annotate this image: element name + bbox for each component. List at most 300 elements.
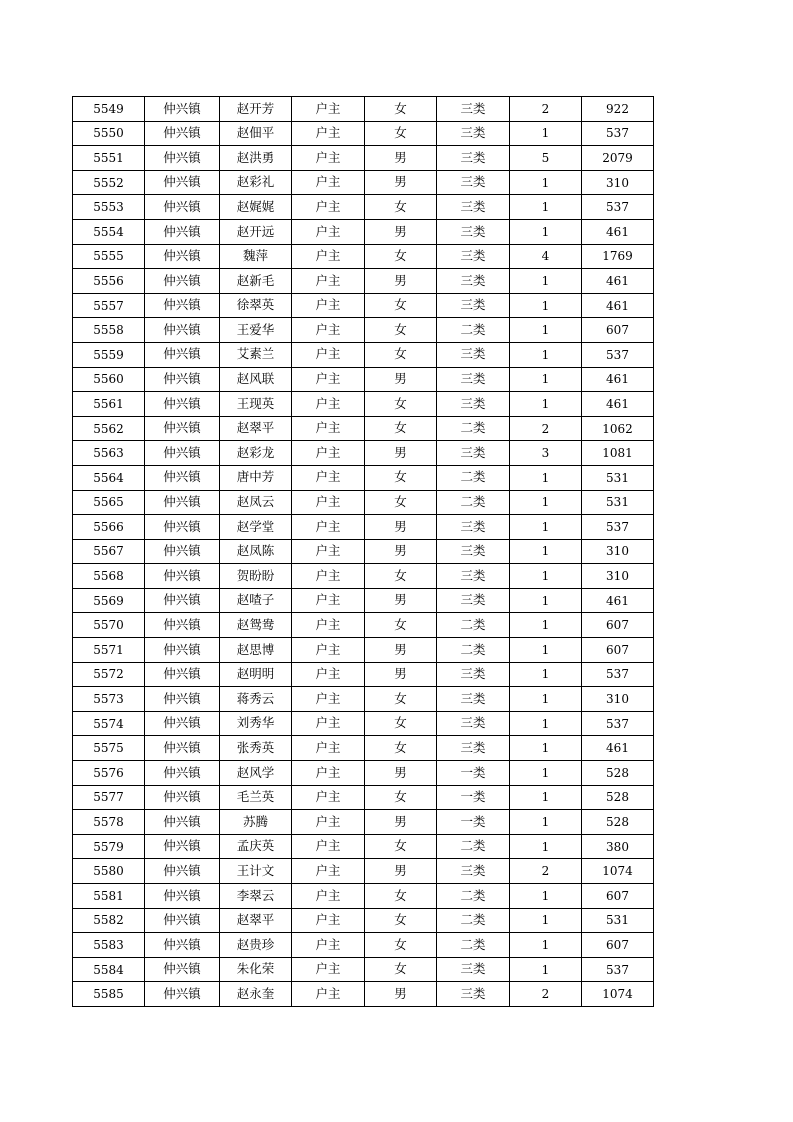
- gender-cell: 女: [365, 834, 437, 859]
- name-cell: 赵风联: [220, 367, 292, 392]
- table-row: [73, 761, 654, 786]
- household-size-cell: 1: [510, 342, 582, 367]
- category-cell: 二类: [437, 490, 510, 515]
- amount-cell: 1074: [582, 859, 654, 884]
- row-number-cell: 5579: [73, 834, 145, 859]
- household-size-cell: 1: [510, 219, 582, 244]
- name-cell: 赵开远: [220, 219, 292, 244]
- category-cell: 三类: [437, 293, 510, 318]
- town-cell: 仲兴镇: [145, 170, 220, 195]
- row-number-cell: 5574: [73, 711, 145, 736]
- amount-cell: 607: [582, 318, 654, 343]
- town-cell: 仲兴镇: [145, 195, 220, 220]
- town-cell: 仲兴镇: [145, 638, 220, 663]
- household-size-cell: 3: [510, 441, 582, 466]
- household-size-cell: 1: [510, 588, 582, 613]
- table-row: [73, 465, 654, 490]
- gender-cell: 男: [365, 367, 437, 392]
- amount-cell: 528: [582, 810, 654, 835]
- relation-cell: 户主: [292, 859, 365, 884]
- amount-cell: 461: [582, 736, 654, 761]
- household-size-cell: 1: [510, 539, 582, 564]
- category-cell: 三类: [437, 269, 510, 294]
- gender-cell: 女: [365, 957, 437, 982]
- row-number-cell: 5561: [73, 392, 145, 417]
- town-cell: 仲兴镇: [145, 219, 220, 244]
- relation-cell: 户主: [292, 957, 365, 982]
- amount-cell: 531: [582, 490, 654, 515]
- table-row: [73, 441, 654, 466]
- town-cell: 仲兴镇: [145, 662, 220, 687]
- amount-cell: 461: [582, 219, 654, 244]
- category-cell: 一类: [437, 761, 510, 786]
- gender-cell: 女: [365, 244, 437, 269]
- amount-cell: 531: [582, 465, 654, 490]
- amount-cell: 461: [582, 367, 654, 392]
- household-size-cell: 1: [510, 195, 582, 220]
- amount-cell: 310: [582, 687, 654, 712]
- town-cell: 仲兴镇: [145, 367, 220, 392]
- household-size-cell: 1: [510, 515, 582, 540]
- town-cell: 仲兴镇: [145, 711, 220, 736]
- row-number-cell: 5564: [73, 465, 145, 490]
- amount-cell: 607: [582, 638, 654, 663]
- town-cell: 仲兴镇: [145, 441, 220, 466]
- category-cell: 二类: [437, 884, 510, 909]
- name-cell: 赵喳子: [220, 588, 292, 613]
- category-cell: 三类: [437, 515, 510, 540]
- table-row: [73, 170, 654, 195]
- relation-cell: 户主: [292, 515, 365, 540]
- category-cell: 二类: [437, 834, 510, 859]
- row-number-cell: 5578: [73, 810, 145, 835]
- town-cell: 仲兴镇: [145, 342, 220, 367]
- table-row: [73, 982, 654, 1007]
- table-row: [73, 859, 654, 884]
- town-cell: 仲兴镇: [145, 933, 220, 958]
- gender-cell: 女: [365, 736, 437, 761]
- row-number-cell: 5580: [73, 859, 145, 884]
- relation-cell: 户主: [292, 146, 365, 171]
- relation-cell: 户主: [292, 588, 365, 613]
- town-cell: 仲兴镇: [145, 810, 220, 835]
- gender-cell: 男: [365, 515, 437, 540]
- relation-cell: 户主: [292, 564, 365, 589]
- table-row: [73, 662, 654, 687]
- household-size-cell: 2: [510, 859, 582, 884]
- table-row: [73, 269, 654, 294]
- household-size-cell: 1: [510, 170, 582, 195]
- row-number-cell: 5555: [73, 244, 145, 269]
- name-cell: 朱化荣: [220, 957, 292, 982]
- town-cell: 仲兴镇: [145, 97, 220, 122]
- name-cell: 赵开芳: [220, 97, 292, 122]
- name-cell: 李翠云: [220, 884, 292, 909]
- category-cell: 二类: [437, 465, 510, 490]
- name-cell: 赵新毛: [220, 269, 292, 294]
- household-size-cell: 1: [510, 121, 582, 146]
- household-size-cell: 1: [510, 269, 582, 294]
- amount-cell: 310: [582, 170, 654, 195]
- relation-cell: 户主: [292, 908, 365, 933]
- category-cell: 三类: [437, 146, 510, 171]
- relation-cell: 户主: [292, 121, 365, 146]
- relation-cell: 户主: [292, 539, 365, 564]
- gender-cell: 男: [365, 269, 437, 294]
- row-number-cell: 5585: [73, 982, 145, 1007]
- town-cell: 仲兴镇: [145, 785, 220, 810]
- relation-cell: 户主: [292, 490, 365, 515]
- category-cell: 三类: [437, 219, 510, 244]
- row-number-cell: 5549: [73, 97, 145, 122]
- relation-cell: 户主: [292, 97, 365, 122]
- name-cell: 赵佃平: [220, 121, 292, 146]
- amount-cell: 380: [582, 834, 654, 859]
- name-cell: 赵鸳鸯: [220, 613, 292, 638]
- category-cell: 二类: [437, 613, 510, 638]
- category-cell: 一类: [437, 785, 510, 810]
- relation-cell: 户主: [292, 711, 365, 736]
- category-cell: 三类: [437, 982, 510, 1007]
- town-cell: 仲兴镇: [145, 416, 220, 441]
- household-size-cell: 1: [510, 785, 582, 810]
- household-size-cell: 1: [510, 392, 582, 417]
- row-number-cell: 5565: [73, 490, 145, 515]
- relation-cell: 户主: [292, 416, 365, 441]
- name-cell: 赵翠平: [220, 416, 292, 441]
- gender-cell: 女: [365, 465, 437, 490]
- relation-cell: 户主: [292, 785, 365, 810]
- table-row: [73, 613, 654, 638]
- gender-cell: 女: [365, 884, 437, 909]
- relation-cell: 户主: [292, 269, 365, 294]
- household-size-cell: 1: [510, 465, 582, 490]
- table-row: [73, 711, 654, 736]
- relation-cell: 户主: [292, 613, 365, 638]
- name-cell: 赵彩礼: [220, 170, 292, 195]
- category-cell: 三类: [437, 687, 510, 712]
- row-number-cell: 5583: [73, 933, 145, 958]
- household-size-cell: 1: [510, 638, 582, 663]
- amount-cell: 537: [582, 342, 654, 367]
- category-cell: 三类: [437, 170, 510, 195]
- table-row: [73, 195, 654, 220]
- town-cell: 仲兴镇: [145, 465, 220, 490]
- table-row: [73, 539, 654, 564]
- category-cell: 三类: [437, 441, 510, 466]
- table-row: [73, 97, 654, 122]
- amount-cell: 310: [582, 564, 654, 589]
- household-size-cell: 1: [510, 687, 582, 712]
- household-size-cell: 1: [510, 318, 582, 343]
- row-number-cell: 5554: [73, 219, 145, 244]
- table-row: [73, 638, 654, 663]
- table-row: [73, 687, 654, 712]
- relation-cell: 户主: [292, 884, 365, 909]
- gender-cell: 男: [365, 810, 437, 835]
- relation-cell: 户主: [292, 244, 365, 269]
- amount-cell: 537: [582, 662, 654, 687]
- category-cell: 三类: [437, 711, 510, 736]
- table-row: [73, 515, 654, 540]
- table-body: [73, 97, 654, 1007]
- table-row: [73, 810, 654, 835]
- row-number-cell: 5558: [73, 318, 145, 343]
- amount-cell: 537: [582, 711, 654, 736]
- town-cell: 仲兴镇: [145, 269, 220, 294]
- category-cell: 三类: [437, 564, 510, 589]
- name-cell: 赵明明: [220, 662, 292, 687]
- relation-cell: 户主: [292, 465, 365, 490]
- row-number-cell: 5550: [73, 121, 145, 146]
- relation-cell: 户主: [292, 318, 365, 343]
- relation-cell: 户主: [292, 219, 365, 244]
- household-size-cell: 2: [510, 97, 582, 122]
- gender-cell: 女: [365, 416, 437, 441]
- gender-cell: 女: [365, 392, 437, 417]
- table-row: [73, 318, 654, 343]
- name-cell: 蒋秀云: [220, 687, 292, 712]
- household-size-cell: 5: [510, 146, 582, 171]
- category-cell: 三类: [437, 957, 510, 982]
- town-cell: 仲兴镇: [145, 736, 220, 761]
- name-cell: 赵凤陈: [220, 539, 292, 564]
- gender-cell: 女: [365, 687, 437, 712]
- amount-cell: 310: [582, 539, 654, 564]
- relation-cell: 户主: [292, 933, 365, 958]
- amount-cell: 537: [582, 121, 654, 146]
- amount-cell: 461: [582, 269, 654, 294]
- relation-cell: 户主: [292, 687, 365, 712]
- category-cell: 三类: [437, 736, 510, 761]
- name-cell: 贺盼盼: [220, 564, 292, 589]
- name-cell: 赵翠平: [220, 908, 292, 933]
- row-number-cell: 5571: [73, 638, 145, 663]
- data-table: [72, 96, 654, 1007]
- amount-cell: 537: [582, 195, 654, 220]
- town-cell: 仲兴镇: [145, 859, 220, 884]
- gender-cell: 女: [365, 711, 437, 736]
- relation-cell: 户主: [292, 834, 365, 859]
- name-cell: 赵学堂: [220, 515, 292, 540]
- amount-cell: 461: [582, 588, 654, 613]
- category-cell: 二类: [437, 318, 510, 343]
- row-number-cell: 5573: [73, 687, 145, 712]
- row-number-cell: 5582: [73, 908, 145, 933]
- table-row: [73, 293, 654, 318]
- category-cell: 三类: [437, 662, 510, 687]
- category-cell: 三类: [437, 539, 510, 564]
- name-cell: 王计文: [220, 859, 292, 884]
- name-cell: 王爱华: [220, 318, 292, 343]
- household-size-cell: 1: [510, 761, 582, 786]
- name-cell: 赵凤云: [220, 490, 292, 515]
- gender-cell: 女: [365, 342, 437, 367]
- relation-cell: 户主: [292, 761, 365, 786]
- relation-cell: 户主: [292, 736, 365, 761]
- table-row: [73, 933, 654, 958]
- relation-cell: 户主: [292, 342, 365, 367]
- gender-cell: 女: [365, 121, 437, 146]
- household-size-cell: 4: [510, 244, 582, 269]
- category-cell: 二类: [437, 933, 510, 958]
- household-size-cell: 1: [510, 293, 582, 318]
- town-cell: 仲兴镇: [145, 318, 220, 343]
- gender-cell: 男: [365, 588, 437, 613]
- household-size-cell: 1: [510, 662, 582, 687]
- household-size-cell: 1: [510, 957, 582, 982]
- name-cell: 艾素兰: [220, 342, 292, 367]
- name-cell: 张秀英: [220, 736, 292, 761]
- relation-cell: 户主: [292, 662, 365, 687]
- town-cell: 仲兴镇: [145, 392, 220, 417]
- amount-cell: 537: [582, 957, 654, 982]
- amount-cell: 1081: [582, 441, 654, 466]
- gender-cell: 男: [365, 761, 437, 786]
- row-number-cell: 5568: [73, 564, 145, 589]
- table-row: [73, 490, 654, 515]
- household-size-cell: 1: [510, 613, 582, 638]
- gender-cell: 女: [365, 293, 437, 318]
- category-cell: 三类: [437, 195, 510, 220]
- relation-cell: 户主: [292, 170, 365, 195]
- gender-cell: 女: [365, 318, 437, 343]
- row-number-cell: 5575: [73, 736, 145, 761]
- household-size-cell: 1: [510, 884, 582, 909]
- name-cell: 赵洪勇: [220, 146, 292, 171]
- amount-cell: 461: [582, 293, 654, 318]
- row-number-cell: 5584: [73, 957, 145, 982]
- gender-cell: 女: [365, 908, 437, 933]
- row-number-cell: 5567: [73, 539, 145, 564]
- row-number-cell: 5563: [73, 441, 145, 466]
- name-cell: 王现英: [220, 392, 292, 417]
- row-number-cell: 5562: [73, 416, 145, 441]
- category-cell: 三类: [437, 392, 510, 417]
- name-cell: 孟庆英: [220, 834, 292, 859]
- gender-cell: 女: [365, 613, 437, 638]
- household-size-cell: 1: [510, 736, 582, 761]
- category-cell: 三类: [437, 244, 510, 269]
- row-number-cell: 5572: [73, 662, 145, 687]
- relation-cell: 户主: [292, 441, 365, 466]
- town-cell: 仲兴镇: [145, 687, 220, 712]
- town-cell: 仲兴镇: [145, 293, 220, 318]
- name-cell: 苏腾: [220, 810, 292, 835]
- amount-cell: 922: [582, 97, 654, 122]
- table-row: [73, 588, 654, 613]
- gender-cell: 男: [365, 170, 437, 195]
- row-number-cell: 5569: [73, 588, 145, 613]
- amount-cell: 461: [582, 392, 654, 417]
- town-cell: 仲兴镇: [145, 588, 220, 613]
- gender-cell: 男: [365, 219, 437, 244]
- row-number-cell: 5551: [73, 146, 145, 171]
- category-cell: 三类: [437, 367, 510, 392]
- amount-cell: 537: [582, 515, 654, 540]
- name-cell: 刘秀华: [220, 711, 292, 736]
- amount-cell: 1074: [582, 982, 654, 1007]
- amount-cell: 1769: [582, 244, 654, 269]
- table-row: [73, 244, 654, 269]
- household-size-cell: 1: [510, 367, 582, 392]
- relation-cell: 户主: [292, 392, 365, 417]
- relation-cell: 户主: [292, 638, 365, 663]
- row-number-cell: 5560: [73, 367, 145, 392]
- table-row: [73, 392, 654, 417]
- row-number-cell: 5559: [73, 342, 145, 367]
- amount-cell: 528: [582, 785, 654, 810]
- relation-cell: 户主: [292, 293, 365, 318]
- name-cell: 赵贵珍: [220, 933, 292, 958]
- table-row: [73, 416, 654, 441]
- name-cell: 赵娓娓: [220, 195, 292, 220]
- town-cell: 仲兴镇: [145, 121, 220, 146]
- household-size-cell: 1: [510, 490, 582, 515]
- category-cell: 一类: [437, 810, 510, 835]
- relation-cell: 户主: [292, 367, 365, 392]
- name-cell: 毛兰英: [220, 785, 292, 810]
- category-cell: 三类: [437, 859, 510, 884]
- gender-cell: 男: [365, 146, 437, 171]
- relation-cell: 户主: [292, 195, 365, 220]
- town-cell: 仲兴镇: [145, 982, 220, 1007]
- category-cell: 三类: [437, 342, 510, 367]
- table-row: [73, 367, 654, 392]
- row-number-cell: 5576: [73, 761, 145, 786]
- amount-cell: 607: [582, 613, 654, 638]
- gender-cell: 女: [365, 564, 437, 589]
- table-row: [73, 884, 654, 909]
- town-cell: 仲兴镇: [145, 564, 220, 589]
- category-cell: 三类: [437, 97, 510, 122]
- amount-cell: 607: [582, 884, 654, 909]
- gender-cell: 男: [365, 539, 437, 564]
- row-number-cell: 5577: [73, 785, 145, 810]
- relation-cell: 户主: [292, 810, 365, 835]
- table-row: [73, 957, 654, 982]
- gender-cell: 男: [365, 441, 437, 466]
- table-row: [73, 146, 654, 171]
- household-size-cell: 1: [510, 810, 582, 835]
- household-size-cell: 1: [510, 711, 582, 736]
- category-cell: 二类: [437, 416, 510, 441]
- amount-cell: 607: [582, 933, 654, 958]
- amount-cell: 1062: [582, 416, 654, 441]
- table-row: [73, 736, 654, 761]
- town-cell: 仲兴镇: [145, 515, 220, 540]
- name-cell: 唐中芳: [220, 465, 292, 490]
- household-size-cell: 1: [510, 834, 582, 859]
- name-cell: 魏萍: [220, 244, 292, 269]
- category-cell: 二类: [437, 908, 510, 933]
- town-cell: 仲兴镇: [145, 613, 220, 638]
- gender-cell: 女: [365, 785, 437, 810]
- household-size-cell: 1: [510, 933, 582, 958]
- gender-cell: 女: [365, 490, 437, 515]
- town-cell: 仲兴镇: [145, 834, 220, 859]
- gender-cell: 女: [365, 933, 437, 958]
- category-cell: 三类: [437, 588, 510, 613]
- gender-cell: 女: [365, 97, 437, 122]
- amount-cell: 531: [582, 908, 654, 933]
- gender-cell: 男: [365, 638, 437, 663]
- row-number-cell: 5552: [73, 170, 145, 195]
- town-cell: 仲兴镇: [145, 884, 220, 909]
- gender-cell: 女: [365, 195, 437, 220]
- row-number-cell: 5557: [73, 293, 145, 318]
- row-number-cell: 5570: [73, 613, 145, 638]
